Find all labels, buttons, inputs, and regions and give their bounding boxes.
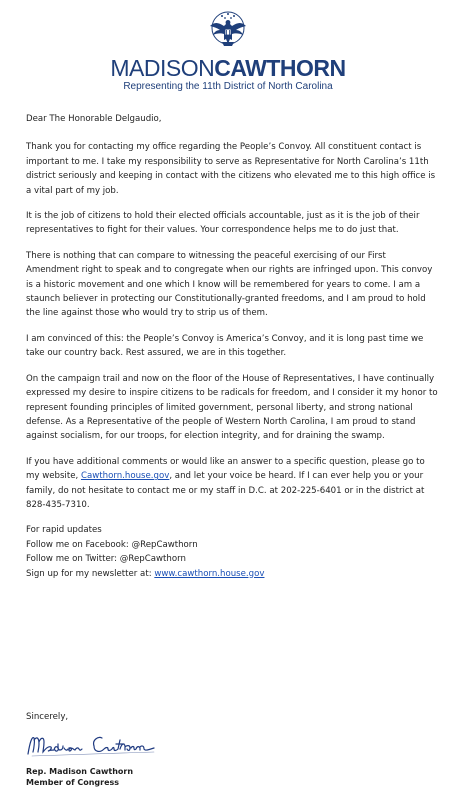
facebook-line: Follow me on Facebook: @RepCawthorn <box>26 539 198 550</box>
twitter-line: Follow me on Twitter: @RepCawthorn <box>26 554 186 565</box>
representative-name <box>0 55 456 81</box>
signature-image <box>24 728 184 760</box>
contact-paragraph <box>26 455 440 513</box>
signer-title: Member of Congress <box>26 778 120 787</box>
district-subtitle: Representing the 11th District of North Carolina <box>123 81 333 92</box>
paragraph: I am convinced of this: the People’s Convoy is America’s Convoy, and it is long past time we take our country back. Rest assured, we are in this together. <box>26 333 424 359</box>
greeting: Dear The Honorable Delgaudio, <box>26 114 162 124</box>
paragraph: It is the job of citizens to hold their elected officials accountable, just as it is the job of their representatives to fight for their values. Your correspondence helps me to do just that. <box>26 211 420 236</box>
website-link[interactable]: Cawthorn.house.gov <box>80 471 170 482</box>
contact-text-after: , and let your voice be heard. If I can ever help you or your family, do not hesitate to contact me or my staff in D.C. at 202-225-6401 or in the district at 828-435-7310. <box>26 471 425 510</box>
contact-text-before: If you have additional comments or would like an answer to a specific question, please go to my website, <box>26 456 425 482</box>
rapid-updates-block <box>26 523 440 581</box>
newsletter-label: Sign up for my newsletter at: <box>26 568 155 579</box>
signer-block <box>26 766 133 788</box>
eagle-seal-icon <box>202 6 254 58</box>
paragraph: Thank you for contacting my office regarding the People’s Convoy. All constituent contact is important to me. I take my responsibility to serve as Representative for North Carolina’s 11th district seriously and keeping in contact with the citizens who elevated me to this high office is a vital part of my job. <box>26 142 436 196</box>
rapid-updates-label: For rapid updates <box>26 525 102 536</box>
paragraph: On the campaign trail and now on the floor of the House of Representatives, I have continually expressed my desire to inspire citizens to be radicals for freedom, and I consider it my honor to represent founding principles of limited government, personal liberty, and strong national defense. As a Representative of the people of Western North Carolina, I am proud to stand against socialism, for our troops, for election integrity, and for draining the swamp. <box>26 373 438 442</box>
newsletter-line <box>26 567 440 581</box>
name-last: CAWTHORN <box>214 55 346 81</box>
letterhead <box>0 0 456 100</box>
closing: Sincerely, <box>26 712 69 722</box>
paragraph: There is nothing that can compare to witnessing the peaceful exercising of our First Amendment right to speak and to congregate when our rights are infringed upon. This convoy is a historic movement and one which I know will be remembered for years to come. I am a staunch believer in protecting our Constitutionally-granted freedoms, and I am proud to hold the line against those who would try to strip us of them. <box>26 250 433 319</box>
newsletter-link[interactable]: www.cawthorn.house.gov <box>154 568 265 579</box>
signer-name: Rep. Madison Cawthorn <box>26 767 134 776</box>
name-first: MADISON <box>110 55 215 81</box>
letter-body <box>26 112 440 581</box>
